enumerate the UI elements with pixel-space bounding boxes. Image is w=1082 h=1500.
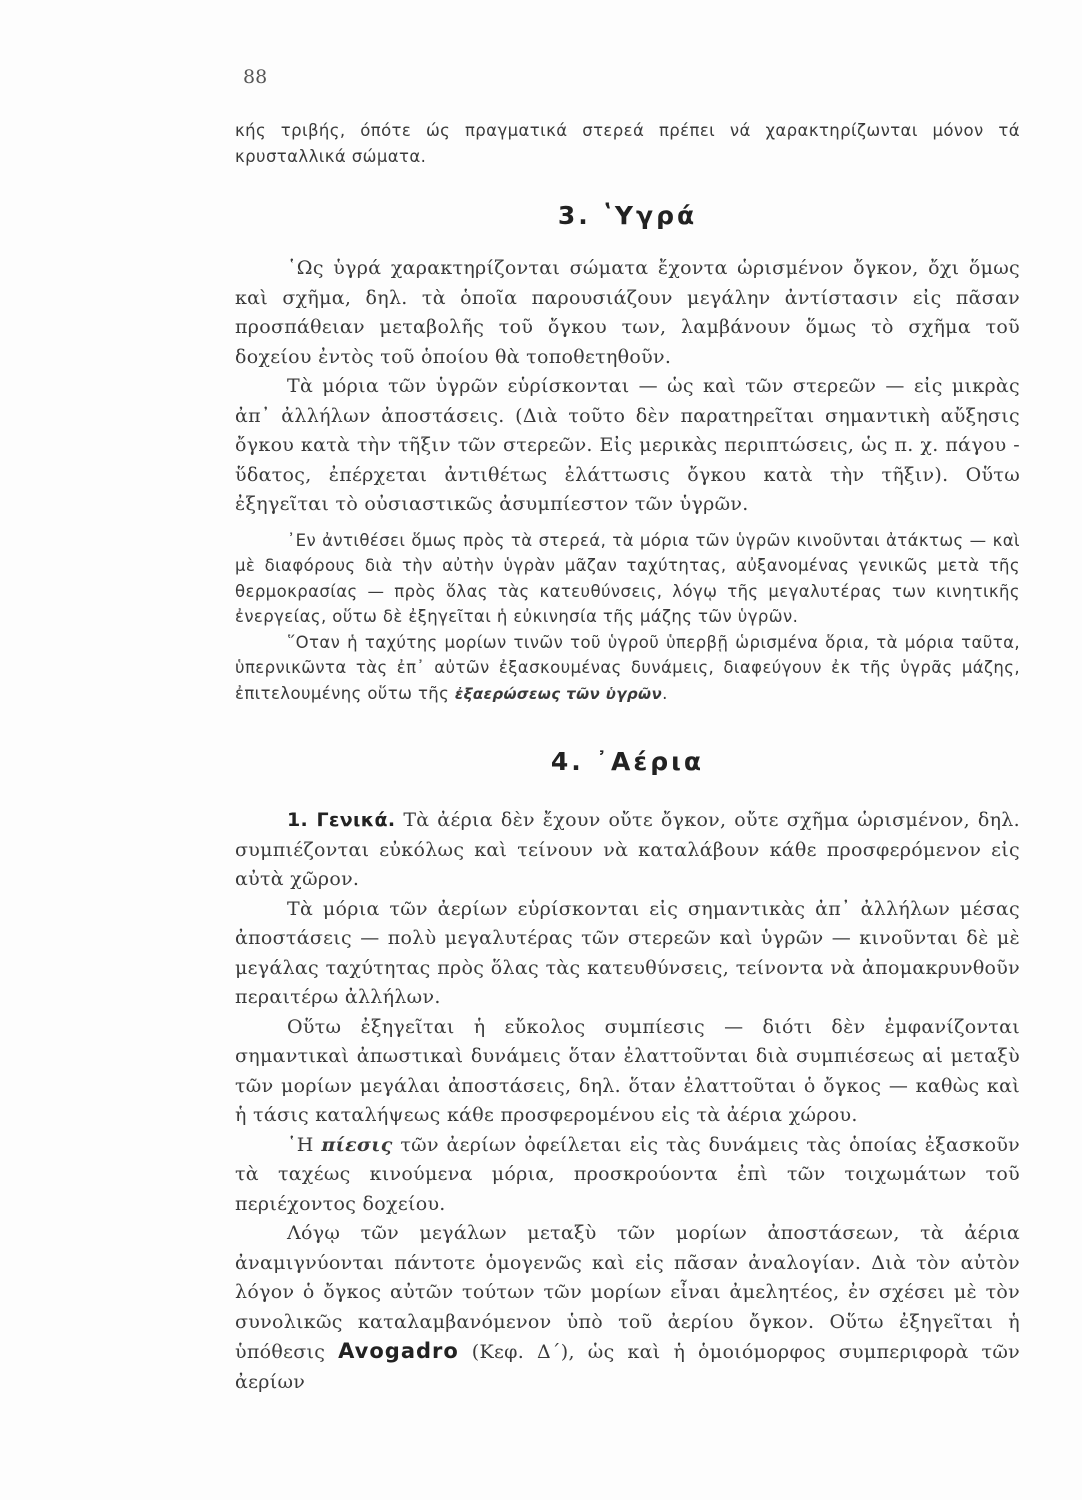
page-number: 88: [243, 66, 268, 88]
liquids-p4-end: .: [662, 683, 668, 703]
gases-p5-end: (Κεφ. Δ΄), ὡς καὶ ἡ ὁμοιόμορφος συμπεριφορὰ τῶν ἀερίων: [235, 1341, 1020, 1393]
page-body: [235, 118, 1020, 1397]
liquids-p4-text: ῞Οταν ἡ ταχύτης μορίων τινῶν τοῦ ὑγροῦ ὑπερβῇ ὡρισμένα ὅρια, τὰ μόρια ταῦτα, ὑπερνικῶντα τὰς ἐπ᾽ αὐτῶν ἐξασκουμένας δυνάμεις, διαφεύγουν ἐκ τῆς ὑγρᾶς μάζης, ἐπιτελουμένης οὕτω τῆς: [235, 632, 1020, 703]
liquids-paragraph-3: ᾿Εν ἀντιθέσει ὅμως πρὸς τὰ στερεά, τὰ μόρια τῶν ὑγρῶν κινοῦνται ἀτάκτως — καὶ μὲ διαφόρους διὰ τὴν αὐτὴν ὑγρὰν μᾶζαν ταχύτητας, αὐξανομένας γενικῶς μετὰ τῆς θερμοκρασίας — πρὸς ὅλας τὰς κατευθύνσεις, λόγῳ τῆς μεγαλυτέρας των κινητικῆς ἐνεργείας, οὕτω δὲ ἐξηγεῖται ἡ εὐκινησία τῆς μάζης τῶν ὑγρῶν.: [235, 530, 1020, 626]
liquids-paragraph-4: [235, 630, 1020, 708]
liquids-paragraph-2: Τὰ μόρια τῶν ὑγρῶν εὑρίσκονται — ὡς καὶ τῶν στερεῶν — εἰς μικρὰς ἀπ᾽ ἀλλήλων ἀποστάσεις. (Διὰ τοῦτο δὲν παρατηρεῖται σημαντικὴ αὔξησις ὄγκου κατὰ τὴν τῆξιν τῶν στερεῶν. Εἰς μερικὰς περιπτώσεις, ὡς π. χ. πάγου - ὕδατος, ἐπέρχεται ἀντιθέτως ἐλάττωσις ὄγκου κατὰ τὴν τῆξιν). Οὕτω ἐξηγεῖται τὸ οὐσιαστικῶς ἀσυμπίεστον τῶν ὑγρῶν.: [235, 375, 1020, 515]
section-heading-liquids: 3. ʽΥγρά: [557, 201, 698, 230]
gases-paragraph-5: [235, 1219, 1020, 1397]
gases-paragraph-3: Οὕτω ἐξηγεῖται ἡ εὔκολος συμπίεσις — διότι δὲν ἐμφανίζονται σημαντικαὶ ἀπωστικαὶ δυνάμεις ὅταν ἐλαττοῦνται διὰ συμπιέσεως αἱ μεταξὺ τῶν μορίων μεγάλαι ἀποστάσεις, δηλ. ὅταν ἐλαττοῦται ὁ ὄγκος — καθὼς καὶ ἡ τάσις καταλήψεως κάθε προσφερομένου εἰς τὰ ἀέρια χώρου.: [235, 1015, 1020, 1126]
gases-p1-text: Τὰ ἀέρια δὲν ἔχουν οὔτε ὄγκον, οὔτε σχῆμα ὡρισμένον, δηλ. συμπιέζονται εὐκόλως καὶ τείνουν νὰ καταλάβουν κάθε προσφερόμενον εἰς αὐτὰ χῶρον.: [235, 809, 1020, 890]
gases-p4-start: ῾Η: [287, 1133, 314, 1156]
gases-p4-emphasis: πίεσις: [321, 1133, 393, 1156]
gases-p4-text: τῶν ἀερίων ὀφείλεται εἰς τὰς δυνάμεις τὰς ὁποίας ἐξασκοῦν τὰ ταχέως κινούμενα μόρια, προσκρούοντα ἐπὶ τῶν τοιχωμάτων τοῦ περιέχοντος δοχείου.: [235, 1133, 1021, 1215]
liquids-paragraph-1: ῾Ως ὑγρά χαρακτηρίζονται σώματα ἔχοντα ὡρισμένον ὄγκον, ὄχι ὅμως καὶ σχῆμα, δηλ. τὰ ὁποῖα παρουσιάζουν μεγάλην ἀντίστασιν εἰς πᾶσαν προσπάθειαν μεταβολῆς τοῦ ὄγκου των, λαμβάνουν ὅμως τὸ σχῆμα τοῦ δοχείου ἐντὸς τοῦ ὁποίου θὰ τοποθετηθοῦν.: [235, 257, 1020, 368]
gases-paragraph-1: [235, 806, 1020, 895]
avogadro-name: Avogadro: [338, 1339, 459, 1363]
gases-p5-text: Λόγῳ τῶν μεγάλων μεταξὺ τῶν μορίων ἀποστάσεων, τὰ ἀέρια ἀναμιγνύονται πάντοτε ὁμογενῶς καὶ εἰς πᾶσαν ἀναλογίαν. Διὰ τὸν αὐτὸν λόγον ὁ ὄγκος αὐτῶν τούτων τῶν μορίων εἶναι ἀμελητέος, ἐν σχέσει μὲ τὸν συνολικῶς καταλαμβανόμενον ὑπὸ τοῦ ἀερίου ὄγκον. Οὕτω ἐξηγεῖται ἡ ὑπόθεσις: [235, 1222, 1020, 1363]
section-heading-gases: 4. ᾿Αέρια: [550, 747, 705, 776]
gases-paragraph-2: Τὰ μόρια τῶν ἀερίων εὑρίσκονται εἰς σημαντικὰς ἀπ᾽ ἀλλήλων μέσας ἀποστάσεις — πολὺ μεγαλυτέρας τῶν στερεῶν καὶ ὑγρῶν — κινοῦνται δὲ μὲ μεγάλας ταχύτητας πρὸς ὅλας τὰς κατευθύνσεις, τείνοντα νὰ ἀπομακρυνθοῦν περαιτέρω ἀλλήλων.: [235, 897, 1020, 1008]
gases-subheading: 1. Γενικά.: [287, 809, 396, 831]
liquids-p4-emphasis: ἐξαερώσεως τῶν ὑγρῶν: [454, 684, 663, 703]
intro-paragraph: κής τριβής, όπότε ώς πραγματικά στερεά πρέπει νά χαρακτηρίζωνται μόνον τά κρυσταλλικά σώματα.: [235, 121, 1020, 166]
gases-paragraph-4: [235, 1131, 1020, 1220]
